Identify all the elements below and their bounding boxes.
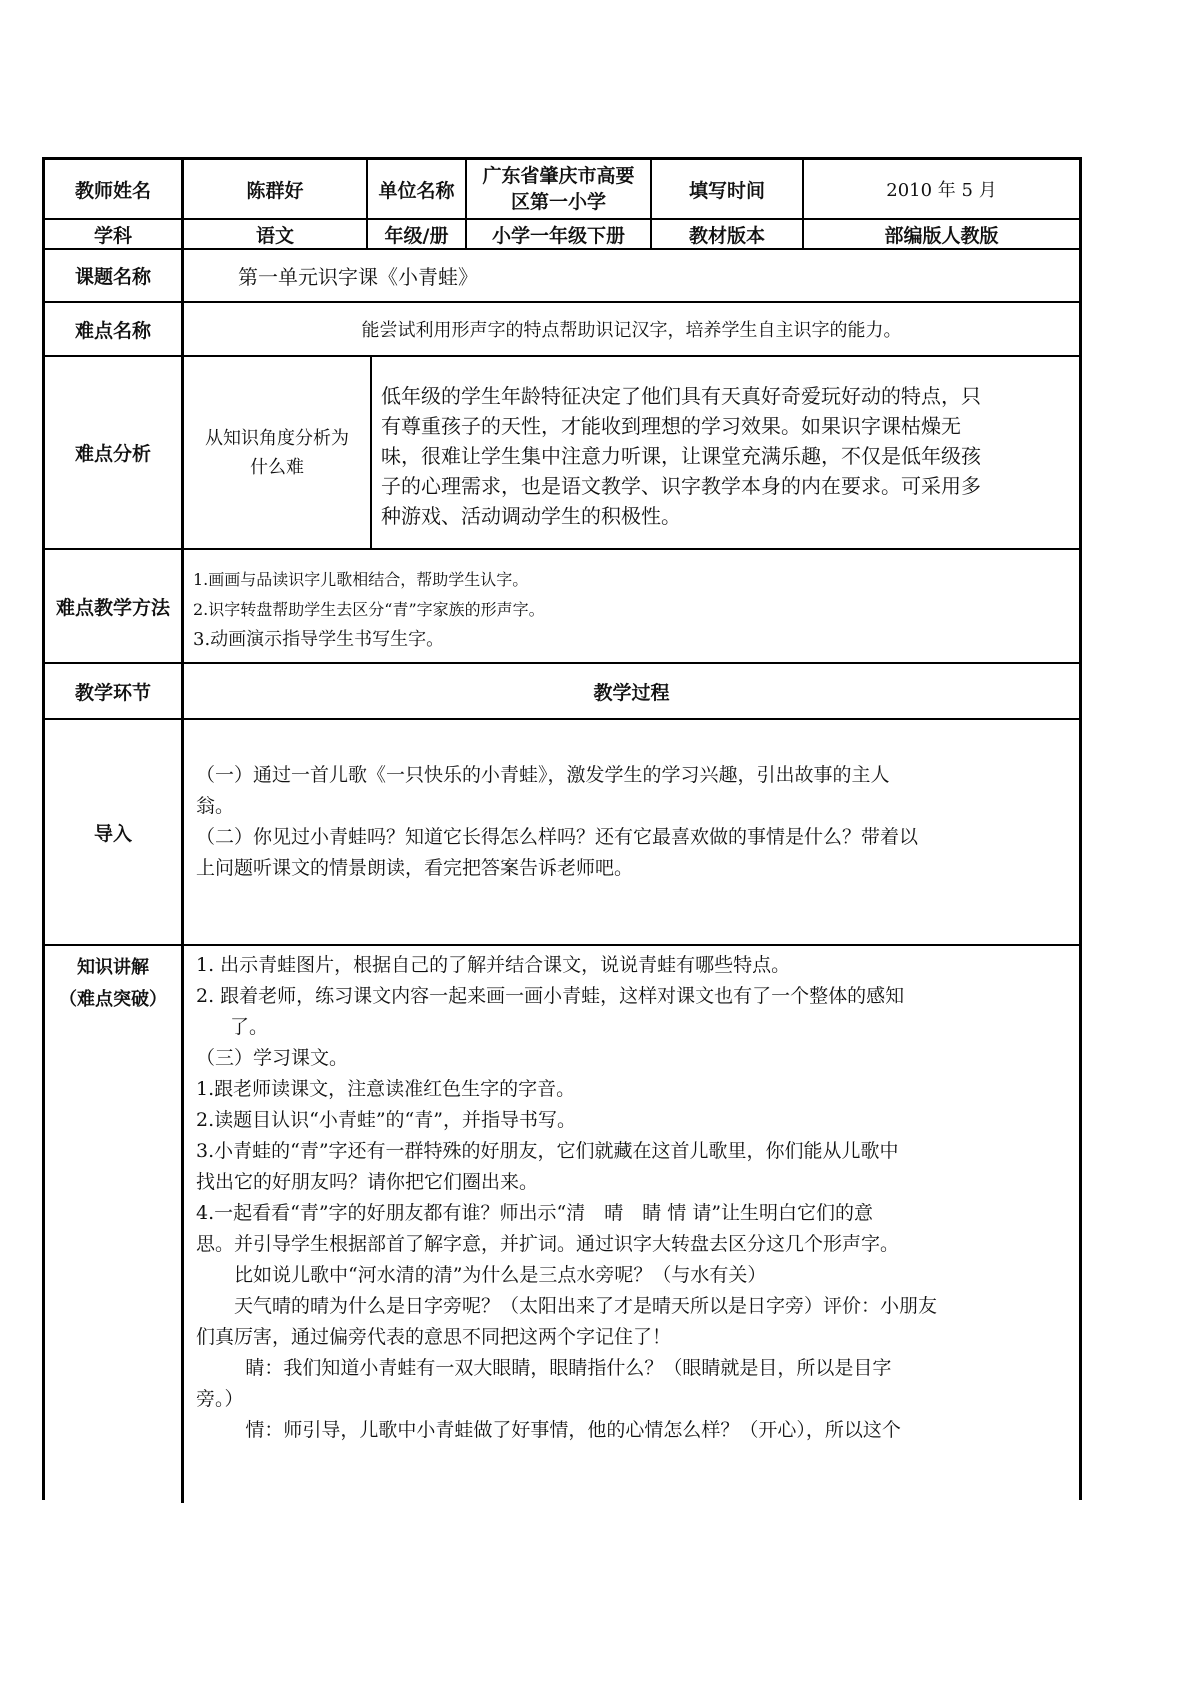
teacher-name: 陈群好 (246, 179, 304, 202)
lesson-plan-table (42, 157, 1082, 1500)
edition-label: 教材版本 (688, 224, 765, 247)
analysis-sublabel: 从知识角度分析为 什么难 (205, 427, 349, 478)
method-item: 1.画画与品读识字儿歌相结合，帮助学生认字。 (193, 570, 529, 589)
methods-list (193, 565, 1073, 655)
subject-value: 语文 (255, 224, 294, 247)
analysis-text: 低年级的学生年龄特征决定了他们具有天真好奇爱玩好动的特点，只 有尊重孩子的天性，才能收到理想的学习效果。如果识字课枯燥无 味，很难让学生集中注意力听课，让课堂充满乐趣，不仅是低年级孩 子的心理需求，也是语文教学、识字教学本身的内在要求。可采用多 种游戏、活动调动学生的积极性。 (381, 384, 981, 528)
topic-value: 第一单元识字课《小青蛙》 (238, 265, 478, 289)
process-label: 教学过程 (593, 681, 670, 704)
grade-value: 小学一年级下册 (491, 224, 625, 247)
teacher-label: 教师姓名 (74, 179, 151, 202)
column-divider (370, 355, 372, 548)
unit-name: 广东省肇庆市高要 区第一小学 (482, 165, 635, 213)
stage-label: 教学环节 (74, 681, 151, 704)
subject-label: 学科 (93, 224, 132, 247)
knowledge-text: 1. 出示青蛙图片，根据自己的了解并结合课文，说说青蛙有哪些特点。 2. 跟着老师，练习课文内容一起来画一画小青蛙，这样对课文也有了一个整体的感知 了。 （三）学习课文。 1.跟老师读课文，注意读准红色生字的字音。 2.读题目认识“小青蛙”的“青”，并指导书写。 3.小青蛙的“青”字还有一群特殊的好朋友，它们就藏在这首儿歌里，你们能从儿歌中 找出它的好朋友吗？请你把它们圈出来。 4.一起看看“青”字的好朋友都有谁？师出示“清 晴 睛 情 请”让生明白它们的意 思。并引导学生根据部首了解字意，并扩词。通过识字大转盘去区分这几个形声字。 比如说儿歌中“河水清的清”为什么是三点水旁呢？（与水有关） 天气晴的晴为什么是日字旁呢？（太阳出来了才是晴天所以是日字旁）评价：小朋友 们真厉害，通过偏旁代表的意思不同把这两个字记住了！ 睛：我们知道小青蛙有一双大眼睛，眼睛指什么？（眼睛就是目，所以是目字 旁。） 情：师引导，儿歌中小青蛙做了好事情，他的心情怎么样？（开心），所以这个 (196, 954, 938, 1441)
method-item: 3.动画演示指导学生书写生字。 (193, 629, 445, 650)
fill-time-value: 2010 年 5 月 (886, 180, 997, 201)
difficulty-label: 难点名称 (74, 319, 151, 342)
difficulty-value: 能尝试利用形声字的特点帮助识记汉字，培养学生自主识字的能力。 (361, 320, 902, 341)
method-item: 2.识字转盘帮助学生去区分“青”字家族的形声字。 (193, 600, 545, 619)
row-divider (45, 548, 1079, 550)
analysis-label: 难点分析 (74, 443, 151, 465)
methods-label: 难点教学方法 (55, 596, 170, 619)
topic-label: 课题名称 (74, 266, 151, 288)
unit-label: 单位名称 (378, 179, 455, 202)
knowledge-label: 知识讲解 （难点突破） (59, 957, 167, 1010)
row-divider (45, 944, 1079, 946)
row-divider (45, 718, 1079, 720)
edition-value: 部编版人教版 (884, 224, 999, 247)
intro-label: 导入 (93, 822, 132, 845)
fill-time-label: 填写时间 (688, 179, 765, 202)
intro-text: （一）通过一首儿歌《一只快乐的小青蛙》，激发学生的学习兴趣，引出故事的主人 翁。 （二）你见过小青蛙吗？知道它长得怎么样吗？还有它最喜欢做的事情是什么？带着以 上问题听课文的情景朗读，看完把答案告诉老师吧。 (196, 764, 919, 879)
grade-label: 年级/册 (384, 224, 449, 247)
